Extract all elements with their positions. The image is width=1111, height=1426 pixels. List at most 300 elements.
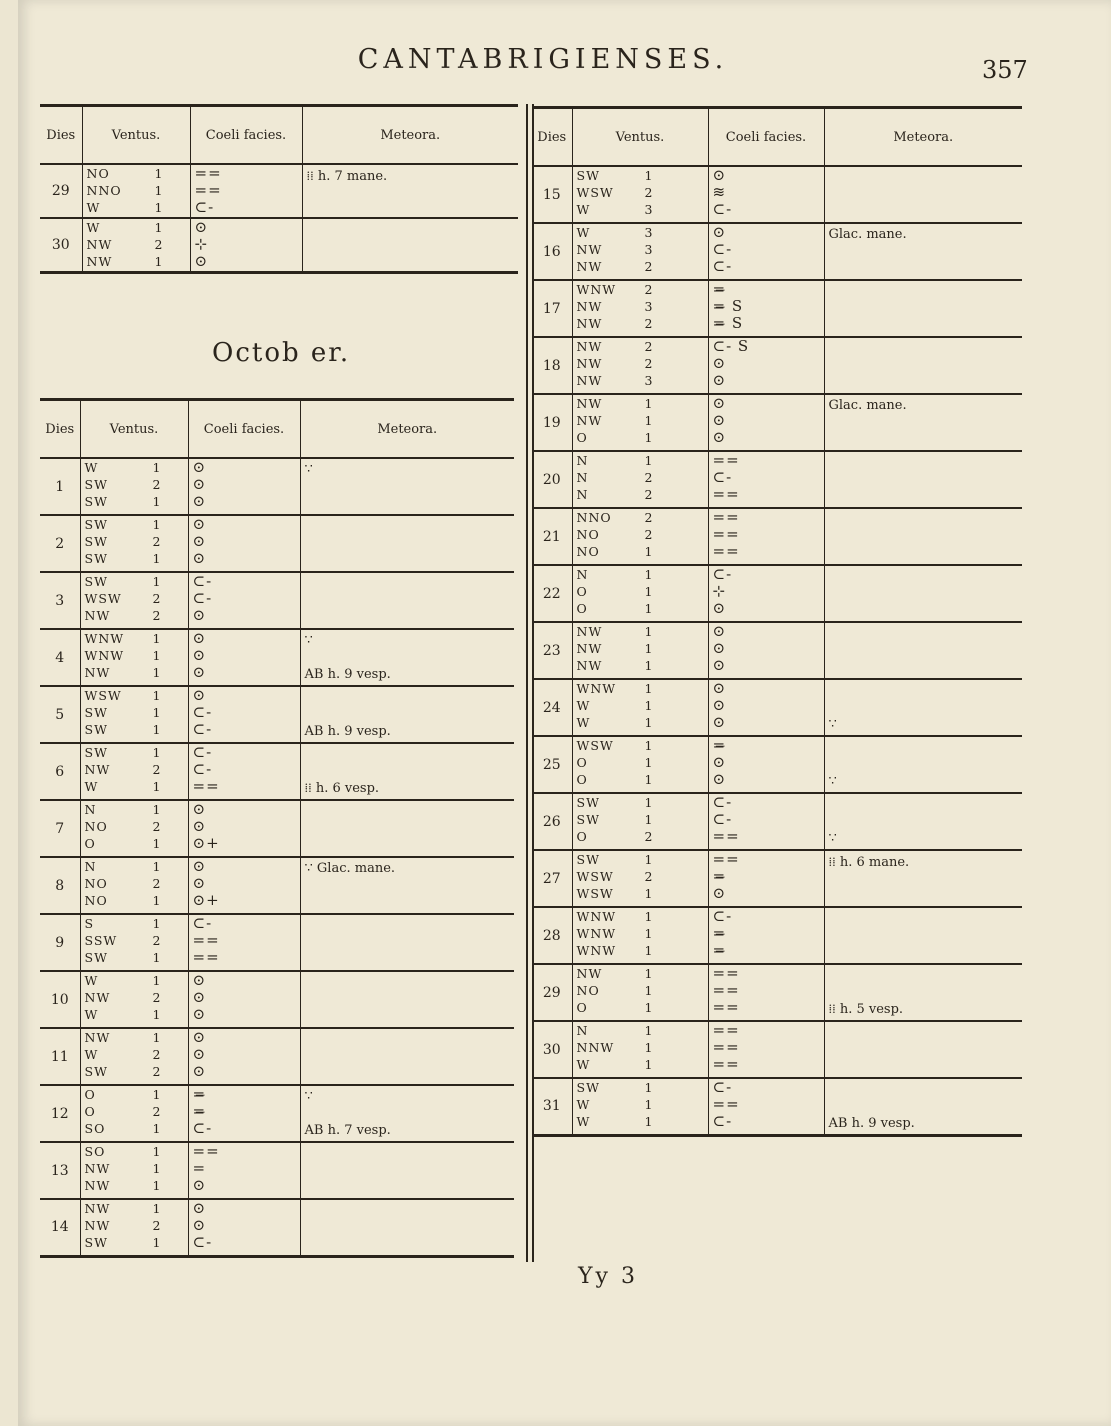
day-number: 18 [532,337,572,394]
wind-direction: W [84,779,99,794]
wind-reading [573,258,708,275]
sky-symbol: ⊙+ [192,835,220,852]
wind-reading [83,236,190,253]
wind-strength: 1 [152,836,161,851]
wind-reading [81,1160,188,1177]
wind-reading [573,1039,708,1056]
sky-symbol: ⊙ [192,1046,207,1063]
wind-strength: 1 [644,601,653,616]
wind-strength: 1 [152,688,161,703]
sky-symbol: == [712,452,740,469]
day-number: 20 [532,451,572,508]
sky-symbol: =̶ [712,737,727,754]
wind-reading [81,687,188,704]
wind-cell [572,451,708,508]
wind-strength: 1 [152,1161,161,1176]
wind-reading [81,664,188,681]
wind-direction: WNW [576,943,617,958]
sky-symbol: ⊙+ [192,892,220,909]
sky-symbol: ⊙ [192,516,207,533]
day-row [40,1028,514,1085]
wind-reading [83,253,190,270]
month-title: Octob er. [212,338,351,368]
wind-reading [573,600,708,617]
wind-direction: WSW [576,886,614,901]
meteora-note-bottom: AB h. 9 vesp. [304,724,391,739]
wind-strength: 1 [152,1121,161,1136]
sky-symbol: ⊙ [712,224,727,241]
wind-strength: 1 [152,1030,161,1045]
wind-strength: 1 [644,413,653,428]
meteora-cell [824,679,1022,736]
wind-strength: 1 [644,983,653,998]
wind-strength: 1 [152,1178,161,1193]
wind-strength: 1 [644,755,653,770]
wind-reading [81,1103,188,1120]
sky-symbol: ⊙ [712,714,727,731]
sky-symbol: ⊙ [192,493,207,510]
wind-strength: 1 [154,254,163,269]
sky-symbol: ⊂- [192,721,213,738]
wind-strength: 1 [644,943,653,958]
wind-direction: W [84,1047,99,1062]
wind-direction: O [576,1000,588,1015]
meteora-note-top: Glac. mane. [828,398,907,413]
sky-symbol: ⊙ [712,657,727,674]
wind-reading [83,199,190,216]
sky-symbol: == [712,1096,740,1113]
sky-cell [708,793,824,850]
sky-cell [188,914,300,971]
wind-reading [573,640,708,657]
wind-direction: NW [84,1030,111,1045]
sky-symbol: ⊙ [192,989,207,1006]
wind-reading [81,1086,188,1103]
wind-reading [83,219,190,236]
wind-direction: SW [84,1235,108,1250]
wind-strength: 2 [154,237,163,252]
wind-direction: SW [84,722,108,737]
wind-strength: 2 [644,869,653,884]
meteora-cell [300,686,514,743]
day-row [40,914,514,971]
wind-direction: NW [86,237,113,252]
wind-direction: W [576,202,591,217]
wind-reading [573,714,708,731]
meteora-cell [300,914,514,971]
day-number: 21 [532,508,572,565]
day-row [532,679,1022,736]
sky-symbol: ⊙ [192,1200,207,1217]
day-number: 30 [532,1021,572,1078]
wind-cell [572,1078,708,1135]
wind-direction: SW [84,477,108,492]
wind-reading [81,573,188,590]
wind-reading [573,1079,708,1096]
wind-reading [573,623,708,640]
sky-symbol: ⊙ [712,372,727,389]
sky-symbol: == [712,509,740,526]
sky-symbol: ⊂- [712,566,733,583]
sky-cell [188,1142,300,1199]
sky-symbol: ⊙ [712,600,727,617]
sky-symbol: == [192,949,220,966]
wind-reading [573,965,708,982]
sky-symbol: ⊙ [192,818,207,835]
wind-direction: NW [576,396,603,411]
wind-reading [81,875,188,892]
sky-symbol: == [712,526,740,543]
wind-reading [81,818,188,835]
meteora-cell [300,629,514,686]
meteora-note-top: ⁞⁞ h. 6 mane. [828,855,910,870]
wind-strength: 1 [644,1023,653,1038]
header-meteora: Meteora. [302,106,518,165]
wind-direction: NO [86,166,110,181]
wind-reading [573,281,708,298]
wind-direction: SW [576,812,600,827]
day-number: 26 [532,793,572,850]
wind-strength: 3 [644,373,653,388]
sky-symbol: == [194,182,222,199]
sky-symbol: = [192,1160,207,1177]
wind-reading [81,459,188,476]
sky-cell [708,223,824,280]
wind-strength: 2 [644,470,653,485]
wind-strength: 1 [644,926,653,941]
wind-strength: 1 [154,166,163,181]
wind-reading [573,566,708,583]
day-number: 25 [532,736,572,793]
wind-strength: 1 [644,909,653,924]
day-number: 7 [40,800,80,857]
wind-reading [573,543,708,560]
wind-direction: W [86,200,101,215]
sky-symbol: ⊂- [712,469,733,486]
wind-strength: 2 [644,356,653,371]
sky-symbol: == [192,1143,220,1160]
wind-strength: 2 [152,819,161,834]
sky-symbol: ⊂- [192,744,213,761]
sky-cell [708,166,824,223]
sky-cell [188,1199,300,1256]
meteora-cell [300,1199,514,1256]
sky-symbol: ≋ [712,184,727,201]
sky-cell [708,1078,824,1135]
wind-strength: 1 [644,812,653,827]
wind-direction: SW [576,795,600,810]
sky-symbol: ⊙ [192,550,207,567]
wind-cell [80,857,188,914]
wind-cell [572,964,708,1021]
wind-direction: W [576,715,591,730]
wind-strength: 1 [152,893,161,908]
wind-direction: NW [84,762,111,777]
sky-symbol: ⊙ [192,533,207,550]
wind-reading [81,915,188,932]
wind-strength: 1 [152,1144,161,1159]
wind-strength: 2 [152,876,161,891]
wind-cell [80,1085,188,1142]
meteora-note-top: ∵ [304,1089,313,1104]
day-number: 23 [532,622,572,679]
wind-reading [81,704,188,721]
day-number: 31 [532,1078,572,1135]
wind-cell [82,218,190,272]
sky-cell [708,565,824,622]
sky-symbol: ⊙ [712,885,727,902]
sky-cell [708,1021,824,1078]
meteora-note-top: ⁞⁞ h. 7 mane. [306,169,388,184]
wind-direction: WNW [576,681,617,696]
wind-strength: 1 [644,795,653,810]
wind-strength: 2 [152,608,161,623]
wind-direction: WSW [576,738,614,753]
wind-reading [81,1120,188,1137]
meteora-cell [824,166,1022,223]
wind-strength: 1 [644,1057,653,1072]
sky-symbol: == [712,1022,740,1039]
wind-strength: 1 [152,648,161,663]
wind-strength: 1 [644,453,653,468]
wind-direction: SO [84,1121,106,1136]
sky-symbol: == [712,965,740,982]
wind-strength: 2 [152,1104,161,1119]
day-number: 14 [40,1199,80,1256]
sky-symbol: ⊙ [192,607,207,624]
wind-reading [573,680,708,697]
sky-cell [188,1085,300,1142]
day-number: 30 [40,218,82,272]
wind-reading [573,794,708,811]
wind-direction: O [84,1104,96,1119]
sky-symbol: ⊂- [192,1120,213,1137]
sky-symbol: ⊙ [712,355,727,372]
wind-reading [573,241,708,258]
meteora-note-top: ∵ Glac. mane. [304,861,396,876]
wind-strength: 2 [644,282,653,297]
meteora-cell [824,1078,1022,1135]
sky-cell [188,743,300,800]
wind-strength: 1 [644,886,653,901]
day-number: 11 [40,1028,80,1085]
meteora-cell [824,793,1022,850]
wind-reading [573,771,708,788]
sky-cell [188,515,300,572]
signature-mark: Yy 3 [578,1264,638,1289]
wind-reading [81,972,188,989]
wind-direction: W [576,1097,591,1112]
wind-strength: 1 [152,1201,161,1216]
day-number: 12 [40,1085,80,1142]
day-row [40,857,514,914]
wind-reading [81,858,188,875]
wind-strength: 2 [152,477,161,492]
meteora-cell [300,800,514,857]
wind-direction: NW [84,990,111,1005]
meteora-cell [300,458,514,515]
wind-strength: 1 [152,705,161,720]
wind-cell [572,223,708,280]
sky-symbol: ⊂- [712,811,733,828]
wind-cell [572,508,708,565]
wind-strength: 1 [152,722,161,737]
wind-cell [80,800,188,857]
wind-direction: N [576,1023,589,1038]
day-number: 4 [40,629,80,686]
wind-strength: 1 [152,1007,161,1022]
sky-symbol: ⊂- [192,915,213,932]
sky-cell [708,964,824,1021]
sky-symbol: ⊙ [712,395,727,412]
wind-reading [573,452,708,469]
october-left-table [40,398,514,1258]
day-number: 27 [532,850,572,907]
wind-strength: 2 [644,527,653,542]
day-row [40,629,514,686]
wind-strength: 1 [152,494,161,509]
wind-reading [573,1056,708,1073]
wind-reading [81,835,188,852]
meteora-cell [300,1028,514,1085]
wind-direction: NO [84,819,108,834]
day-row [40,800,514,857]
day-number: 15 [532,166,572,223]
meteora-cell [824,451,1022,508]
sky-cell [708,394,824,451]
day-row [40,1199,514,1256]
header-meteora: Meteora. [300,400,514,459]
sky-symbol: ⊙ [192,1029,207,1046]
day-row [40,164,518,218]
sky-symbol: == [712,1056,740,1073]
wind-direction: W [576,1057,591,1072]
sky-cell [188,857,300,914]
sky-cell [708,337,824,394]
header-ventus: Ventus. [82,106,190,165]
wind-reading [573,885,708,902]
wind-reading [573,1096,708,1113]
meteora-cell [300,1085,514,1142]
day-row [532,394,1022,451]
wind-direction: O [576,584,588,599]
sky-cell [708,508,824,565]
wind-direction: SW [84,517,108,532]
header-row [40,400,514,459]
sky-symbol: =̶ [712,281,727,298]
wind-direction: NW [576,966,603,981]
wind-reading [573,486,708,503]
wind-direction: N [576,453,589,468]
wind-reading [573,999,708,1016]
wind-direction: NW [576,624,603,639]
sky-cell [188,572,300,629]
day-number: 24 [532,679,572,736]
wind-strength: 1 [644,396,653,411]
wind-reading [81,590,188,607]
wind-strength: 1 [644,1080,653,1095]
wind-direction: N [576,567,589,582]
sky-cell [188,800,300,857]
wind-strength: 2 [644,316,653,331]
day-row [532,223,1022,280]
sky-symbol: ⊙ [712,771,727,788]
wind-direction: WSW [84,591,122,606]
sky-cell [188,629,300,686]
wind-strength: 2 [644,487,653,502]
wind-reading [573,395,708,412]
sky-symbol: ⊙ [194,219,209,236]
wind-reading [573,583,708,600]
sky-symbol: == [192,778,220,795]
wind-strength: 1 [152,551,161,566]
sky-symbol: ⊙ [192,476,207,493]
meteora-cell [824,565,1022,622]
wind-reading [573,908,708,925]
wind-strength: 1 [644,584,653,599]
wind-direction: O [576,829,588,844]
wind-reading [81,1029,188,1046]
meteora-cell [302,164,518,218]
wind-direction: W [84,973,99,988]
wind-reading [83,165,190,182]
wind-direction: N [576,470,589,485]
sky-symbol: == [712,982,740,999]
sky-symbol: =̶ [712,868,727,885]
meteora-note-bottom: ⁞⁞ h. 6 vesp. [304,781,380,796]
wind-direction: SW [84,1064,108,1079]
wind-reading [573,167,708,184]
wind-direction: NO [576,983,600,998]
wind-cell [80,515,188,572]
wind-direction: NW [576,658,603,673]
header-dies: Dies [532,108,572,167]
sky-symbol: ⊙ [712,412,727,429]
day-number: 13 [40,1142,80,1199]
meteora-note-bottom: AB h. 7 vesp. [304,1123,391,1138]
wind-cell [80,1199,188,1256]
day-number: 2 [40,515,80,572]
sky-symbol: ⊙ [192,1177,207,1194]
sky-symbol: =̶ [192,1103,207,1120]
day-number: 29 [532,964,572,1021]
wind-cell [80,686,188,743]
wind-reading [81,630,188,647]
sky-symbol: ⊙ [712,429,727,446]
meteora-note-bottom: ∵ [828,774,837,789]
meteora-cell [300,1142,514,1199]
sky-symbol: ⊂- [192,704,213,721]
wind-strength: 1 [152,973,161,988]
header-coeli-facies: Coeli facies. [188,400,300,459]
wind-direction: WNW [576,282,617,297]
wind-reading [81,761,188,778]
wind-direction: SW [84,574,108,589]
wind-cell [572,907,708,964]
wind-reading [81,1217,188,1234]
wind-cell [82,164,190,218]
wind-direction: WNW [84,648,125,663]
wind-direction: SW [576,168,600,183]
wind-reading [573,224,708,241]
wind-cell [572,280,708,337]
sky-symbol: ⊙ [192,687,207,704]
wind-strength: 1 [154,220,163,235]
day-row [40,458,514,515]
wind-reading [573,509,708,526]
meteora-cell [824,622,1022,679]
day-number: 19 [532,394,572,451]
